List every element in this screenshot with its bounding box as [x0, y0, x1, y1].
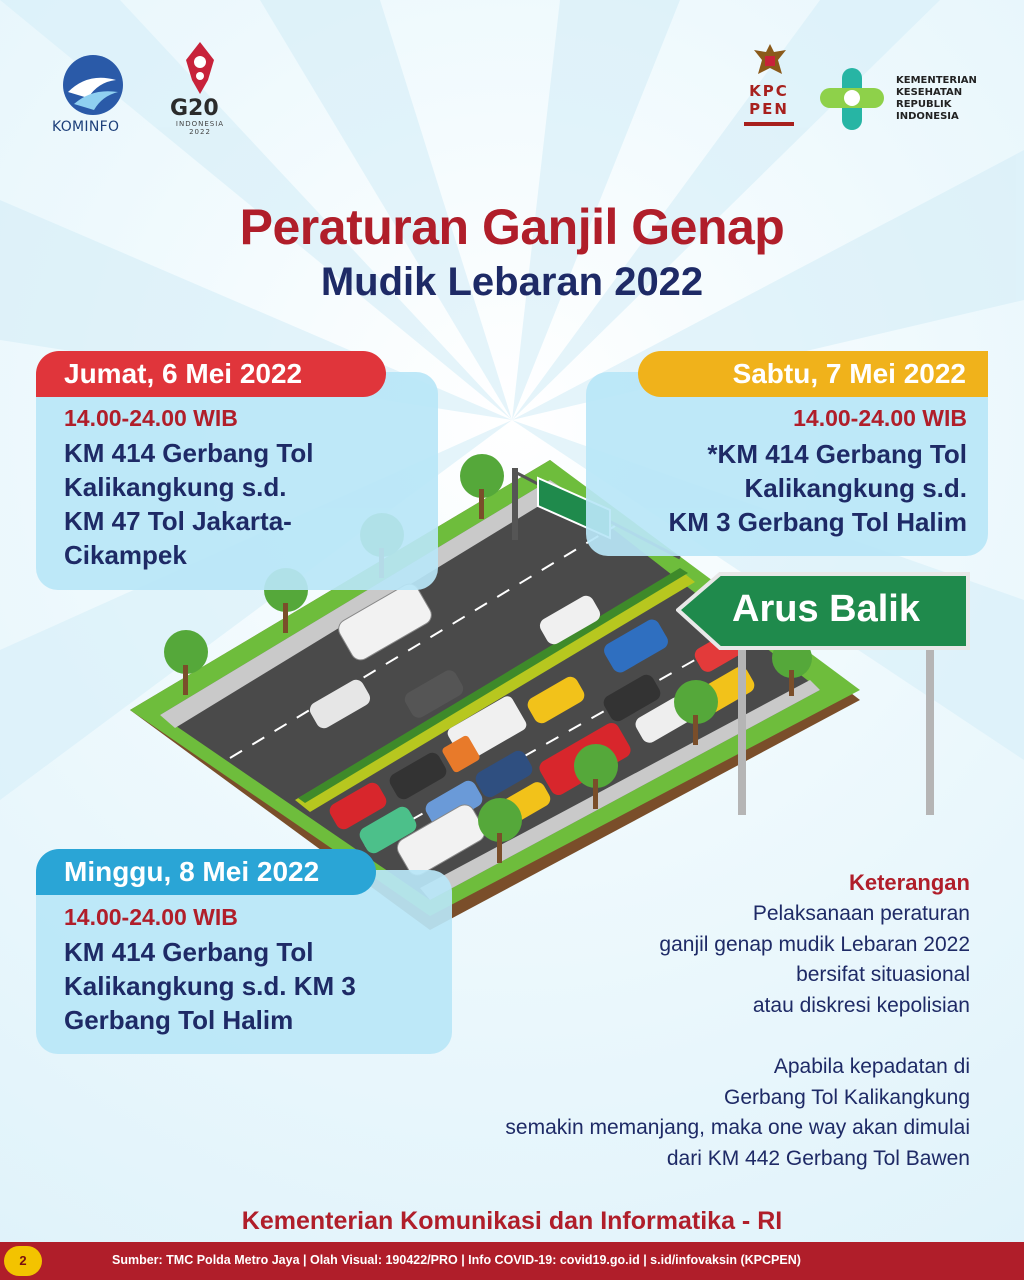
kpcpen-label: KPC PEN: [749, 82, 789, 118]
keterangan-line: Apabila kepadatan di: [773, 1055, 970, 1078]
keterangan-paragraph-1: [370, 899, 970, 1021]
g20-label: G20: [170, 96, 219, 121]
route-jumat: [64, 436, 424, 572]
time-minggu: 14.00-24.00 WIB: [64, 904, 238, 930]
route-line: KM 414 Gerbang Tol: [64, 438, 314, 468]
page-subtitle: Mudik Lebaran 2022: [320, 260, 704, 304]
kemenkes-emblem-icon: [818, 64, 888, 134]
route-line: *KM 414 Gerbang Tol: [707, 439, 967, 469]
keterangan-line: dari KM 442 Gerbang Tol Bawen: [666, 1146, 970, 1170]
footer-source: Sumber: TMC Polda Metro Jaya | Olah Visual: 190422/PRO | Info COVID-19: covid19.go.id | s.id/infovaksin (KPCPEN): [112, 1253, 801, 1267]
kominfo-emblem-icon: [58, 52, 128, 118]
keterangan-paragraph-2: [370, 1052, 970, 1174]
route-line: Kalikangkung s.d.: [744, 473, 967, 503]
route-line: KM 47 Tol Jakarta-: [64, 506, 292, 536]
keterangan-line: Gerbang Tol Kalikangkung: [724, 1085, 970, 1109]
garuda-icon: [752, 40, 788, 80]
route-line: Kalikangkung s.d.: [64, 472, 287, 502]
arus-balik-label: Arus Balik: [732, 588, 920, 630]
kpcpen-underline: [744, 122, 794, 128]
day-badge-jumat: Jumat, 6 Mei 2022: [36, 351, 386, 397]
keterangan-title: Keterangan: [848, 870, 970, 895]
day-badge-minggu: Minggu, 8 Mei 2022: [36, 849, 376, 895]
g20-sublabel: INDONESIA 2022: [175, 120, 225, 136]
keterangan-line: bersifat situasional: [796, 963, 970, 986]
time-sabtu: 14.00-24.00 WIB: [793, 405, 967, 431]
keterangan-line: ganjil genap mudik Lebaran 2022: [659, 932, 970, 956]
route-sabtu: [587, 437, 967, 539]
route-line: KM 3 Gerbang Tol Halim: [668, 507, 967, 537]
day-badge-sabtu: Sabtu, 7 Mei 2022: [638, 351, 988, 397]
page-title: Peraturan Ganjil Genap: [239, 199, 785, 255]
time-jumat: 14.00-24.00 WIB: [64, 405, 238, 431]
kominfo-label: KOMINFO: [52, 119, 120, 135]
route-line: KM 414 Gerbang Tol: [64, 937, 314, 967]
keterangan-line: Pelaksanaan peraturan: [752, 902, 970, 925]
keterangan-line: atau diskresi kepolisian: [752, 993, 970, 1017]
route-line: Gerbang Tol Halim: [64, 1005, 294, 1035]
g20-ornament-icon: [180, 40, 220, 96]
page-number-badge: 2: [4, 1246, 42, 1276]
ministry-name: Kementerian Komunikasi dan Informatika - RI: [241, 1207, 783, 1235]
route-line: Cikampek: [64, 540, 187, 570]
route-line: Kalikangkung s.d. KM 3: [64, 971, 356, 1001]
kemenkes-label: KEMENTERIAN KESEHATAN REPUBLIK INDONESIA: [896, 75, 977, 122]
keterangan-line: semakin memanjang, maka one way akan dimulai: [505, 1116, 970, 1139]
